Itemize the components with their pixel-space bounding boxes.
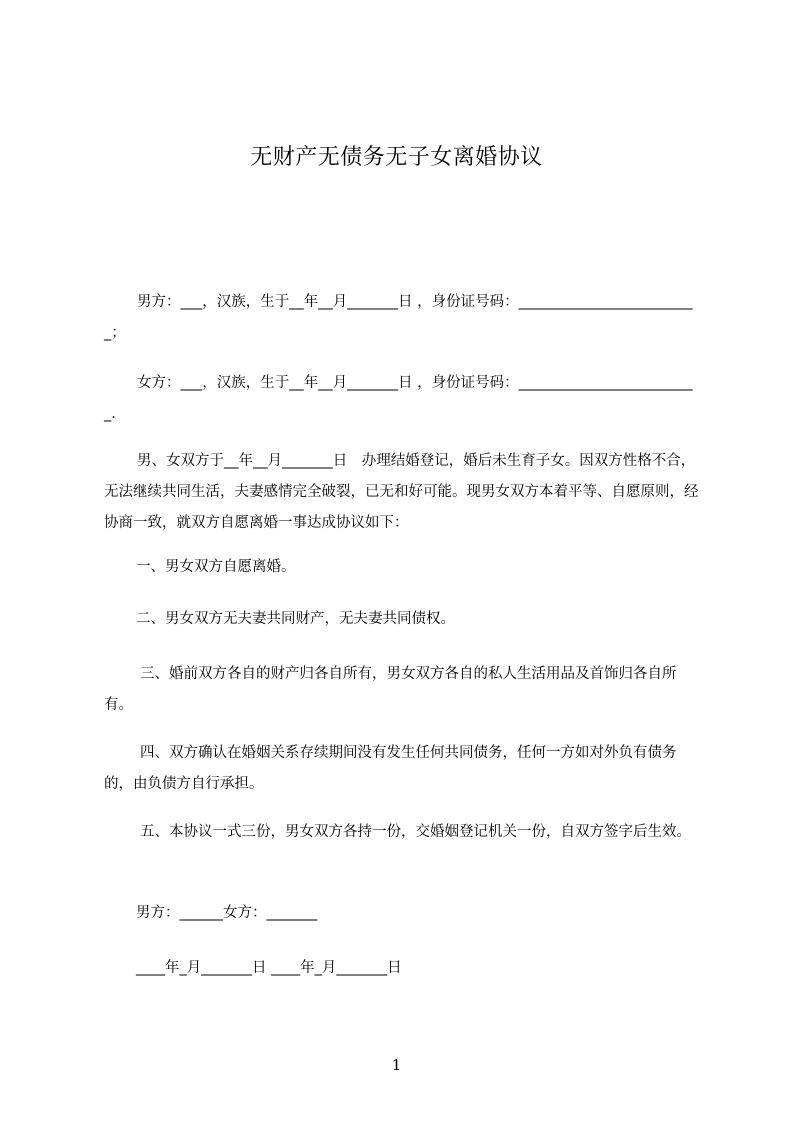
clause-4: 四、双方确认在婚姻关系存续期间没有发生任何共同债务，任何一方如对外负有债务的，由负债方自行承担。 [104,745,677,792]
document-title: 无财产无债务无子女离婚协议 [250,145,543,170]
marriage-statement: 男、女双方于__年__月_______日 办理结婚登记，婚后未生育子女。因双方性格不合，无法继续共同生活，夫妻感情完全破裂，已无和好可能。现男女双方本着平等、自愿原则，经协商一致，就双方自愿离婚一事达成协议如下： [104,453,699,531]
clause-5: 五、本协议一式三份，男女双方各持一份，交婚姻登记机关一份，自双方签字后生效。 [140,824,691,840]
female-party-info: 女方：___，汉族，生于__年__月_______日 ，身份证号码：_________________________. [104,375,693,422]
clause-2: 二、男女双方无夫妻共同财产，无夫妻共同债权。 [136,611,455,627]
clause-1: 一、男女双方自愿离婚。 [136,559,296,575]
date-line: ____年_月_______日 ____年_月_______日 [136,960,402,976]
clause-3: 三、婚前双方各自的财产归各自所有，男女双方各自的私人生活用品及首饰归各自所有。 [104,666,677,713]
page-number: 1 [391,1056,402,1074]
male-party-info: 男方：___，汉族，生于__年__月_______日 ，身份证号码：_________________________； [104,294,693,341]
signature-line: 男方：______女方：_______ [136,905,318,921]
